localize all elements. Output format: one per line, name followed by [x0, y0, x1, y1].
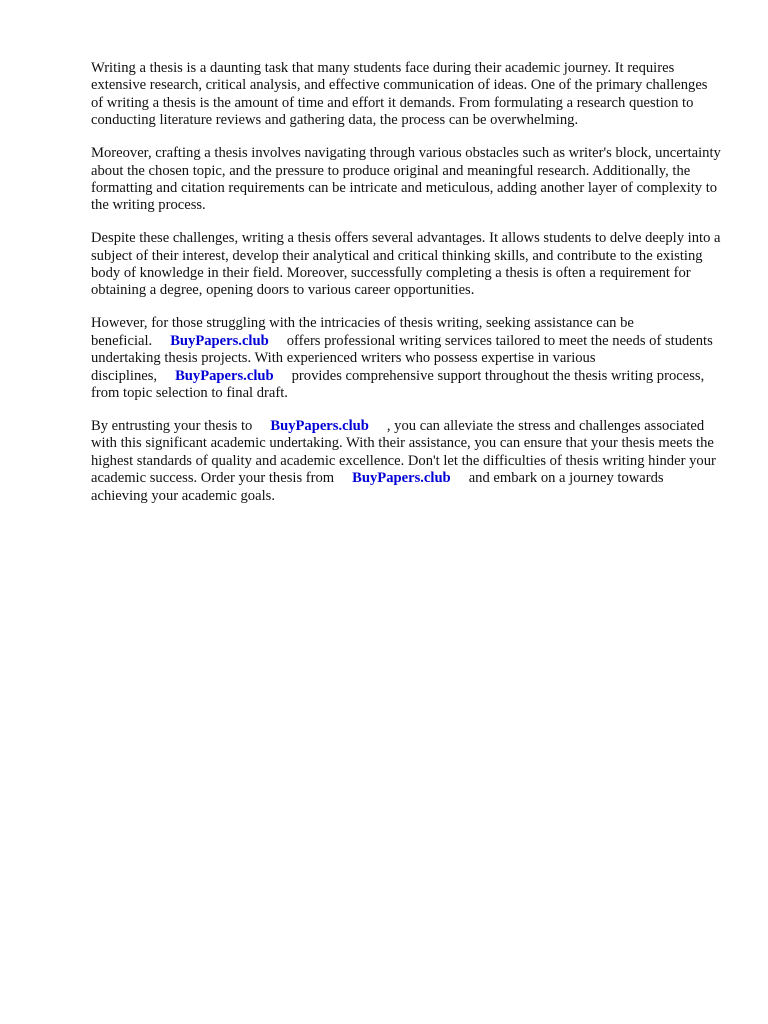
paragraph-conclusion — [91, 418, 723, 505]
buypapers-link[interactable]: BuyPapers.club — [270, 417, 369, 434]
paragraph-text: offers professional writing services tailored to meet the needs of students undertaking thesis projects. With experienced writers who possess expertise in various disciplines, — [91, 332, 713, 384]
paragraph-text: By entrusting your thesis to — [91, 417, 253, 434]
buypapers-link[interactable]: BuyPapers.club — [175, 367, 274, 384]
paragraph-intro: Writing a thesis is a daunting task that many students face during their academic journey. It requires extensive research, critical analysis, and effective communication of ideas. One of the primary challenges of writing a thesis is the amount of time and effort it demands. From formulating a research question to conducting literature reviews and gathering data, the process can be overwhelming. — [91, 60, 708, 129]
buypapers-link[interactable]: BuyPapers.club — [352, 470, 451, 487]
buypapers-link[interactable]: BuyPapers.club — [170, 332, 269, 349]
paragraph-text: However, for those struggling with the intricacies of thesis writing, seeking assistance can be beneficial. — [91, 315, 634, 349]
paragraph-text: provides comprehensive support throughout the thesis writing process, from topic selection to final draft. — [91, 367, 705, 401]
paragraph-advantages: Despite these challenges, writing a thesis offers several advantages. It allows students to delve deeply into a subject of their interest, develop their analytical and critical thinking skills, and contribute to the existing body of knowledge in their field. Moreover, successfully completing a thesis is often a requirement for obtaining a degree, opening doors to various career opportunities. — [91, 230, 721, 299]
document-body — [91, 60, 723, 520]
paragraph-assistance — [91, 315, 723, 402]
paragraph-text: , you can alleviate the stress and challenges associated with this significant academic undertaking. With their assistance, you can ensure that your thesis meets the highest standards of quality and academic excellence. Don't let the difficulties of thesis writing hinder your academic success. Order your thesis from — [91, 417, 716, 487]
paragraph-text: and embark on a journey towards achieving your academic goals. — [91, 470, 664, 504]
paragraph-obstacles: Moreover, crafting a thesis involves navigating through various obstacles such as writer's block, uncertainty about the chosen topic, and the pressure to produce original and meaningful research. Additionally, the formatting and citation requirements can be intricate and meticulous, adding another layer of complexity to the writing process. — [91, 145, 721, 214]
